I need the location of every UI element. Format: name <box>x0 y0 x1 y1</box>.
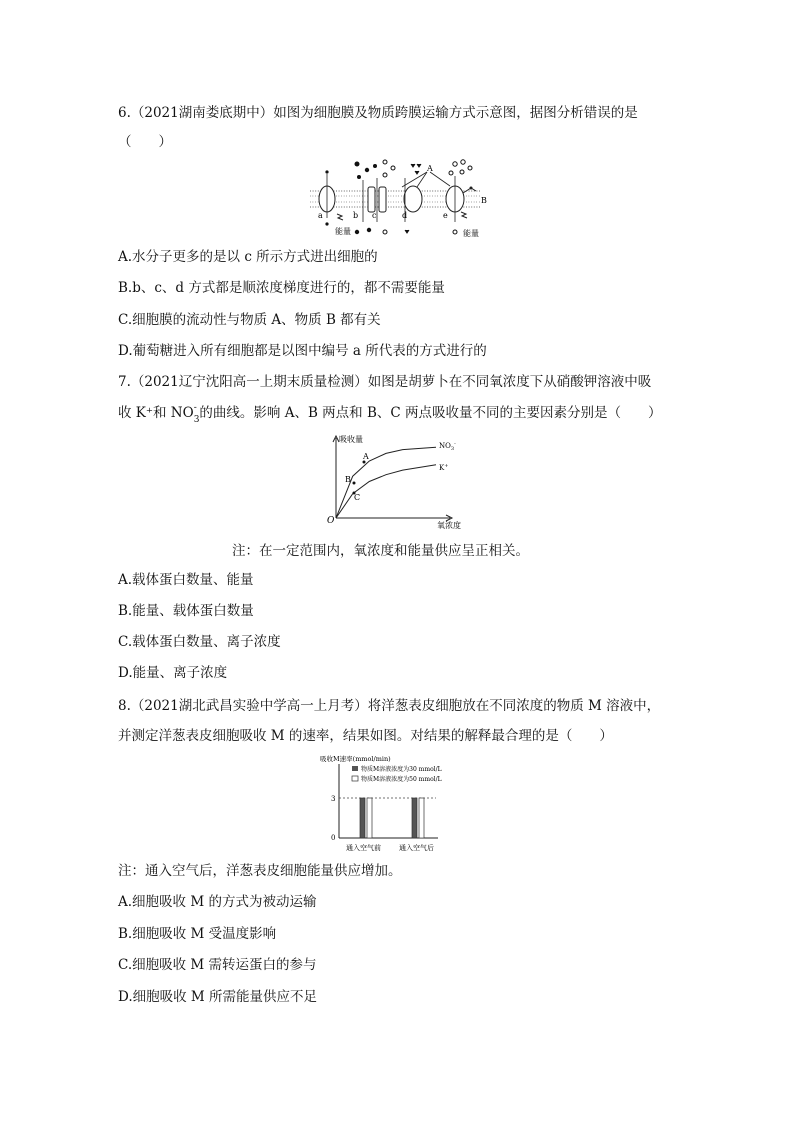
series-label-k: K+ <box>439 463 449 472</box>
q6-option-b: B.b、c、d 方式都是顺浓度梯度进行的，都不需要能量 <box>118 280 445 296</box>
q6-option-c: C.细胞膜的流动性与物质 A、物质 B 都有关 <box>118 312 381 328</box>
membrane-transport-figure <box>305 158 490 240</box>
q6-stem-line2: （ ） <box>118 134 172 150</box>
fig-energy-left: 能量 <box>335 227 351 236</box>
curve-k <box>336 465 436 518</box>
legend-swatch-30 <box>352 766 358 771</box>
legend-label-30: 物质M溶液浓度为30 mmol/L <box>361 766 442 773</box>
fig-label-B: B <box>481 196 487 205</box>
q7-option-d: D.能量、离子浓度 <box>118 665 228 681</box>
point-A-label: A <box>363 452 369 461</box>
bar-after-30 <box>412 798 417 838</box>
q7-option-c: C.载体蛋白数量、离子浓度 <box>118 634 281 650</box>
no3-subscript: 3 <box>193 415 200 425</box>
point-B-label: B <box>345 475 351 484</box>
q8-option-b: B.细胞吸收 M 受温度影响 <box>118 926 277 942</box>
category-label-before: 通入空气前 <box>346 844 381 852</box>
q7-stem-part2: 的曲线。影响 A、B 两点和 B、C 两点吸收量不同的主要因素分别是（ ） <box>199 405 662 421</box>
q7-stem-part1: 收 K⁺和 NO <box>118 405 194 421</box>
q8-stem-line1: 8.（2021湖北武昌实验中学高一上月考）将洋葱表皮细胞放在不同浓度的物质 M 溶液中， <box>118 698 661 714</box>
fig-label-d: d <box>402 211 408 220</box>
q7-option-a: A.载体蛋白数量、能量 <box>118 572 254 588</box>
ytick-0: 0 <box>331 834 336 842</box>
q6-stem-line1: 6.（2021湖南娄底期中）如图为细胞膜及物质跨膜运输方式示意图，据图分析错误的是 <box>118 105 638 121</box>
q7-stem-line2 <box>118 404 662 424</box>
q8-option-c: C.细胞吸收 M 需转运蛋白的参与 <box>118 957 317 973</box>
y-axis-label: 吸收量 <box>339 435 363 444</box>
q8-option-a: A.细胞吸收 M 的方式为被动运输 <box>118 894 317 910</box>
q6-option-d: D.葡萄糖进入所有细胞都是以图中编号 a 所代表的方式进行的 <box>118 343 487 359</box>
q7-option-b: B.能量、载体蛋白数量 <box>118 603 254 619</box>
bar-after-50 <box>419 798 424 838</box>
q7-stem-line1: 7.（2021辽宁沈阳高一上期末质量检测）如图是胡萝卜在不同氧浓度下从硝酸钾溶液中吸 <box>118 374 652 390</box>
absorption-curve-chart <box>322 432 472 530</box>
series-label-no3: $NO_3^-$ <box>439 441 456 452</box>
q8-note: 注：通入空气后，洋葱表皮细胞能量供应增加。 <box>118 863 402 879</box>
curve-no3 <box>336 447 436 518</box>
q8-option-d: D.细胞吸收 M 所需能量供应不足 <box>118 989 318 1005</box>
fig-label-A: A <box>427 164 433 173</box>
fig-label-e: e <box>443 211 448 220</box>
fig-label-c: c <box>372 211 377 220</box>
category-label-after: 通入空气后 <box>399 844 434 852</box>
point-C-label: C <box>354 493 361 502</box>
fig-label-a: a <box>318 211 323 220</box>
origin-label: O <box>327 516 335 526</box>
q8-stem-line2: 并测定洋葱表皮细胞吸收 M 的速率，结果如图。对结果的解释最合理的是（ ） <box>118 728 613 744</box>
no3-superscript: - <box>193 403 197 413</box>
q6-option-a: A.水分子更多的是以 c 所示方式进出细胞的 <box>118 249 378 265</box>
absorption-rate-bar-chart <box>318 754 493 854</box>
bar-before-50 <box>367 798 372 838</box>
q7-note: 注：在一定范围内，氧浓度和能量供应呈正相关。 <box>232 543 529 559</box>
bar-before-30 <box>360 798 365 838</box>
point-B <box>353 482 356 485</box>
fig-energy-right: 能量 <box>463 229 479 238</box>
legend-label-50: 物质M溶液浓度为50 mmol/L <box>361 776 442 783</box>
legend-swatch-50 <box>352 776 358 781</box>
x-axis-label: 氧浓度 <box>437 521 461 530</box>
fig-label-b: b <box>353 211 359 220</box>
bar-chart-ylabel: 吸收M速率(mmol/min) <box>320 755 391 763</box>
ytick-3: 3 <box>331 795 336 803</box>
